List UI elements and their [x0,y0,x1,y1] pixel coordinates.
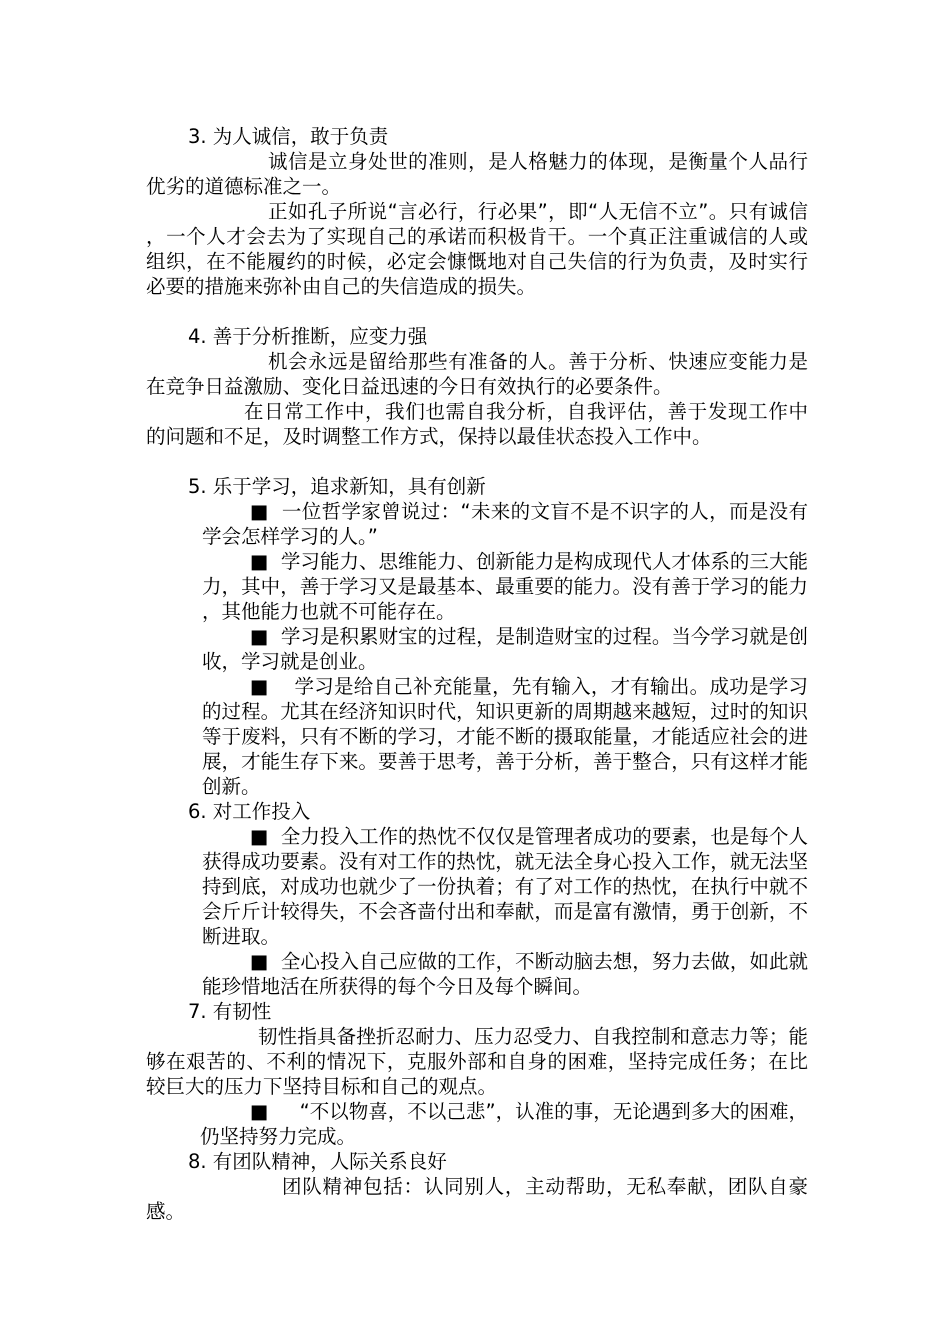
section-4-paragraph-2: 在日常工作中，我们也需自我分析，自我评估，善于发现工作中的问题和不足，及时调整工作方式，保持以最佳状态投入工作中。 [146,400,808,448]
section-3-paragraph-1: 诚信是立身处世的准则，是人格魅力的体现，是衡量个人品行优劣的道德标准之一。 [146,150,808,198]
section-3-paragraph-2: 正如孔子所说“言必行，行必果”，即“人无信不立”。只有诚信，一个人才会去为了实现自己的承诺而积极肯干。一个真正注重诚信的人或组织，在不能履约的时候，必定会慷慨地对自己失信的行为负责，及时实行必要的措施来弥补由自己的失信造成的损失。 [146,200,808,298]
section-7-bullet-1 [200,1099,808,1149]
bullet-square-icon: ■ [250,950,269,973]
bullet-square-icon: ■ [250,500,269,523]
section-6-bullet-1 [202,824,808,949]
section-5-bullet-1 [202,499,808,549]
section-7-paragraph-1: 韧性指具备挫折忍耐力、压力忍受力、自我控制和意志力等；能够在艰苦的、不利的情况下，克服外部和自身的困难，坚持完成任务；在比较巨大的压力下坚持目标和自己的观点。 [146,1025,808,1098]
section-8-heading: 8. 有团队精神，人际关系良好 [188,1150,447,1173]
bullet-square-icon: ■ [250,825,269,848]
bullet-text: “不以物喜，不以己悲”，认准的事，无论遇到多大的困难，仍坚持努力完成。 [200,1100,808,1148]
section-5-bullet-4 [202,674,808,799]
bullet-square-icon: ■ [250,625,269,648]
bullet-square-icon: ■ [250,675,269,698]
section-6-heading: 6. 对工作投入 [188,800,311,823]
section-5-bullet-2 [202,549,808,624]
bullet-text: 全力投入工作的热忱不仅仅是管理者成功的要素，也是每个人获得成功要素。没有对工作的热忱，就无法全身心投入工作，就无法坚持到底，对成功也就少了一份执着；有了对工作的热忱，在执行中就不会斤斤计较得失，不会吝啬付出和奉献，而是富有激情，勇于创新，不断进取。 [202,825,808,948]
section-7-heading: 7. 有韧性 [188,1000,272,1023]
bullet-text: 学习是积累财宝的过程，是制造财宝的过程。当今学习就是创收，学习就是创业。 [202,625,808,673]
section-3-heading: 3. 为人诚信，敢于负责 [188,125,389,148]
section-8-paragraph-1: 团队精神包括：认同别人，主动帮助，无私奉献，团队自豪感。 [146,1175,808,1223]
bullet-text: 全心投入自己应做的工作，不断动脑去想，努力去做，如此就能珍惜地活在所获得的每个今日及每个瞬间。 [202,950,808,998]
bullet-square-icon: ■ [250,550,269,573]
section-4-paragraph-1: 机会永远是留给那些有准备的人。善于分析、快速应变能力是在竞争日益激励、变化日益迅速的今日有效执行的必要条件。 [146,350,808,398]
section-5-heading: 5. 乐于学习，追求新知，具有创新 [188,475,486,498]
section-6-bullet-2 [202,949,808,999]
bullet-text: 一位哲学家曾说过：“未来的文盲不是不识字的人，而是没有学会怎样学习的人。” [202,500,808,548]
section-5-bullet-3 [202,624,808,674]
section-4-heading: 4. 善于分析推断，应变力强 [188,325,428,348]
bullet-text: 学习能力、思维能力、创新能力是构成现代人才体系的三大能力，其中，善于学习又是最基本、最重要的能力。没有善于学习的能力，其他能力也就不可能存在。 [202,550,808,623]
bullet-text: 学习是给自己补充能量，先有输入，才有输出。成功是学习的过程。尤其在经济知识时代，知识更新的周期越来越短，过时的知识等于废料，只有不断的学习，才能不断的摄取能量，才能适应社会的进展，才能生存下来。要善于思考，善于分析，善于整合，只有这样才能创新。 [202,675,808,798]
bullet-square-icon: ■ [250,1100,269,1123]
